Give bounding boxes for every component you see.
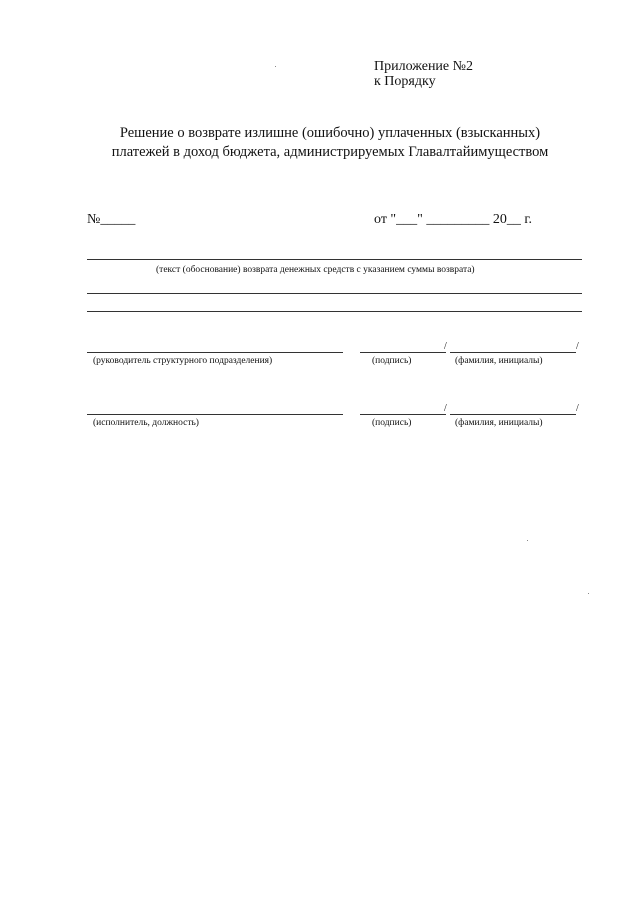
name-caption-2: (фамилия, инициалы) [455,418,543,428]
reason-line-3[interactable] [87,311,582,312]
position-line-2[interactable] [87,414,343,415]
signature-caption-1: (подпись) [372,356,412,366]
name-caption-1: (фамилия, инициалы) [455,356,543,366]
separator-slash: / [444,403,447,414]
document-title [0,124,640,162]
signature-line-2[interactable] [360,414,446,415]
position-caption-2: (исполнитель, должность) [93,418,199,428]
signature-line-1[interactable] [360,352,446,353]
name-line-2[interactable] [450,414,576,415]
decision-number-field[interactable]: №_____ [87,212,136,227]
signature-caption-2: (подпись) [372,418,412,428]
scan-speck [588,593,589,594]
scan-speck [275,66,276,67]
name-line-1[interactable] [450,352,576,353]
appendix-heading [374,59,473,89]
reason-line-1[interactable] [87,259,582,260]
decision-date-field[interactable]: от "___" _________ 20__ г. [374,212,533,227]
reason-caption: (текст (обоснование) возврата денежных средств с указанием суммы возврата) [156,265,475,275]
separator-slash: / [576,341,579,352]
reason-line-2[interactable] [87,293,582,294]
title-line-1: Решение о возврате излишне (ошибочно) уплаченных (взысканных) [119,125,541,141]
appendix-line-2: к Порядку [374,74,436,89]
scan-speck [527,540,528,541]
position-line-1[interactable] [87,352,343,353]
separator-slash: / [444,341,447,352]
position-caption-1: (руководитель структурного подразделения) [93,356,273,366]
title-line-2: платежей в доход бюджета, администрируемых Главалтайимуществом [111,144,549,160]
separator-slash: / [576,403,579,414]
appendix-line-1: Приложение №2 [374,59,473,74]
